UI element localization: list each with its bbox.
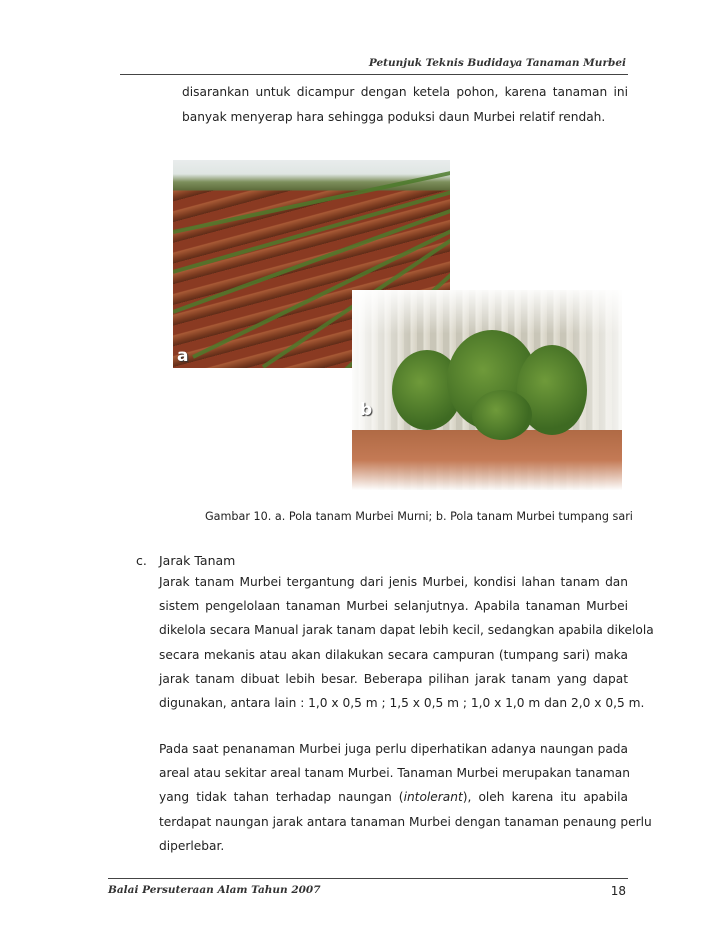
intro-line-1: disarankan untuk dicampur dengan ketela pohon, karena tanaman ini: [182, 85, 628, 99]
intolerant-term: intolerant: [403, 790, 463, 805]
photo-intercropping: [352, 290, 622, 490]
footer-rule: [108, 878, 628, 879]
figure-caption: Gambar 10. a. Pola tanam Murbei Murni; b. Pola tanam Murbei tumpang sari: [205, 510, 633, 523]
para2-line: yang tidak tahan terhadap naungan (intolerant), oleh karena itu apabila: [159, 790, 628, 805]
photo-label-b: b: [360, 400, 373, 420]
para1-line: sistem pengelolaan tanaman Murbei selanjutnya. Apabila tanaman Murbei: [159, 599, 628, 614]
header-rule: [120, 74, 628, 75]
paragraph-naungan: [159, 737, 652, 858]
para2-line: Pada saat penanaman Murbei juga perlu diperhatikan adanya naungan pada: [159, 742, 628, 756]
para1-line: secara mekanis atau akan dilakukan secara campuran (tumpang sari) maka: [159, 647, 628, 662]
para2-line: diperlebar.: [159, 838, 225, 853]
para1-line: digunakan, antara lain : 1,0 x 0,5 m ; 1,5 x 0,5 m ; 1,0 x 1,0 m dan 2,0 x 0,5 m.: [159, 696, 645, 711]
para1-line: dikelola secara Manual jarak tanam dapat lebih kecil, sedangkan apabila dikelola: [159, 623, 654, 638]
section-marker: c.: [136, 553, 147, 568]
intro-paragraph: [182, 80, 628, 130]
page-number: 18: [610, 884, 626, 898]
para2-line: areal atau sekitar areal tanam Murbei. Tanaman Murbei merupakan tanaman: [159, 766, 630, 781]
para1-line: jarak tanam dibuat lebih besar. Beberapa pilihan jarak tanam yang dapat: [159, 671, 628, 686]
running-header: Petunjuk Teknis Budidaya Tanaman Murbei: [368, 57, 626, 69]
paragraph-jarak-tanam: [159, 570, 654, 715]
intro-line-2: banyak menyerap hara sehingga poduksi daun Murbei relatif rendah.: [182, 110, 606, 124]
section-title: Jarak Tanam: [159, 553, 236, 568]
footer-publisher: Balai Persuteraan Alam Tahun 2007: [108, 884, 321, 896]
photo-label-a: a: [177, 346, 189, 366]
para1-line: Jarak tanam Murbei tergantung dari jenis Murbei, kondisi lahan tanam dan: [159, 575, 628, 589]
para2-line: terdapat naungan jarak antara tanaman Murbei dengan tanaman penaung perlu: [159, 814, 652, 829]
